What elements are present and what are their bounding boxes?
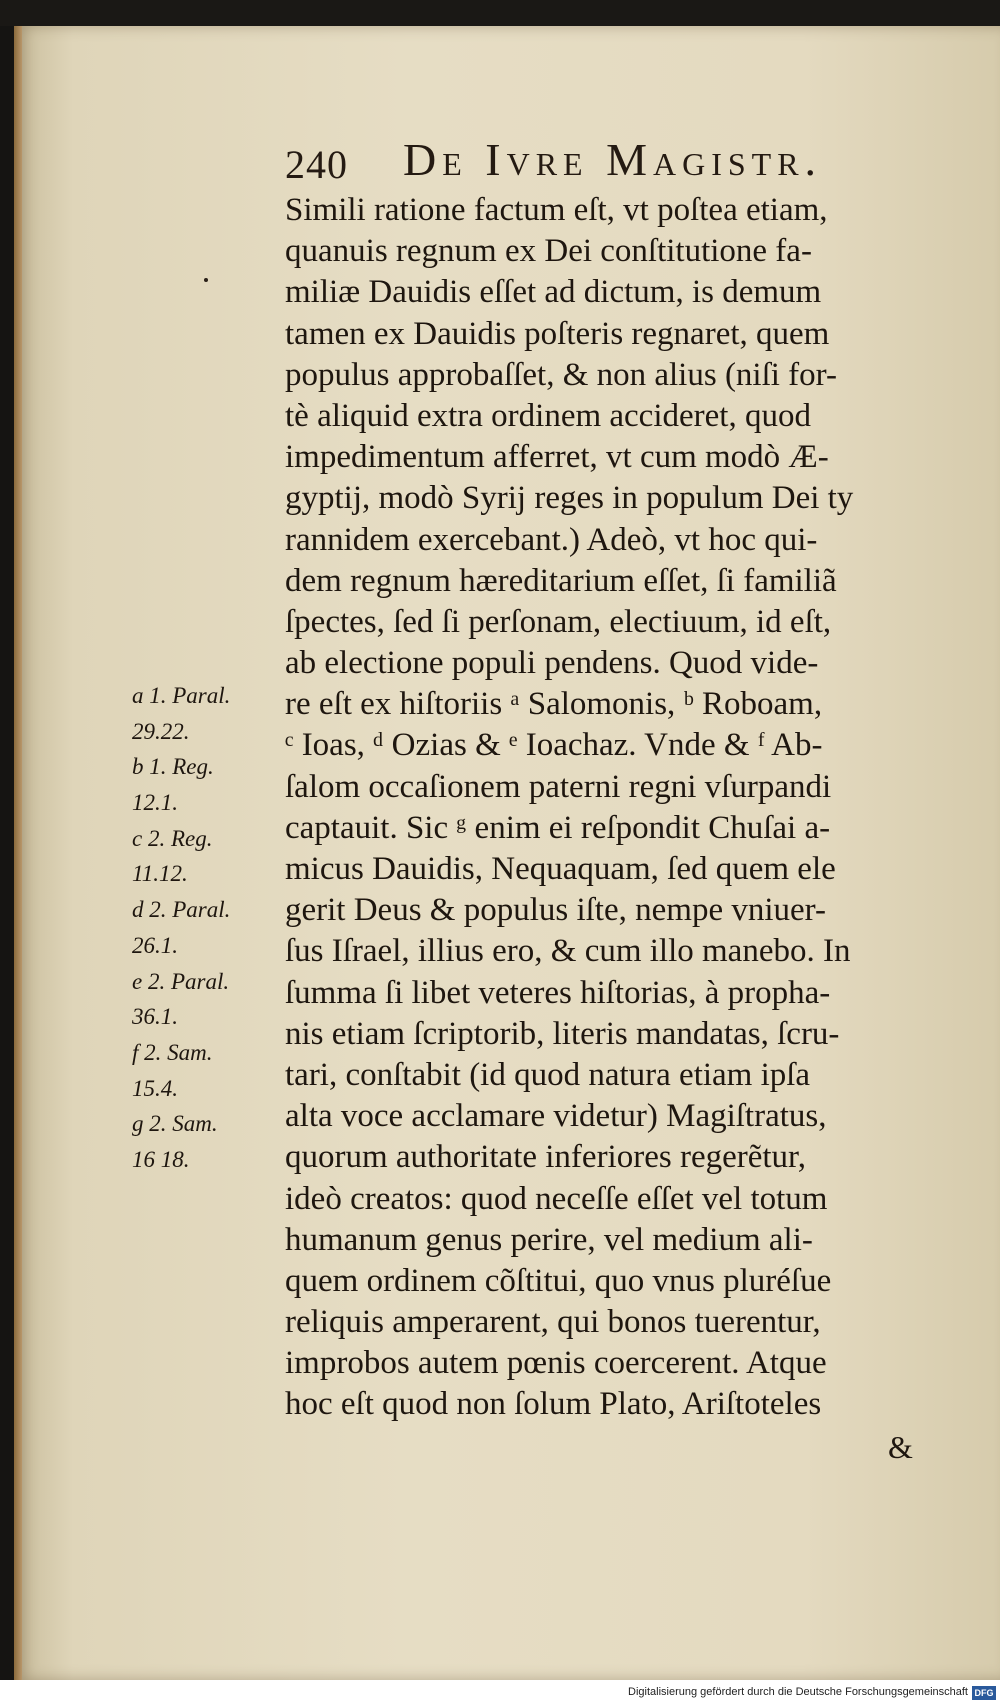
- text-line: ſus Iſrael, illius ero, & cum illo manebo. In: [285, 933, 851, 970]
- margin-note: e 2. Paral.: [132, 968, 230, 994]
- text-line: tè aliquid extra ordinem accideret, quod: [285, 397, 811, 434]
- text-line: tamen ex Dauidis poſteris regnaret, quem: [285, 315, 830, 352]
- text-line: quorum authoritate inferiores regerẽtur,: [285, 1139, 806, 1176]
- text-line: populus approbaſſet, & non alius (niſi for-: [285, 356, 837, 393]
- margin-note: a 1. Paral.: [132, 683, 231, 708]
- text-line: reliquis amperarent, qui bonos tuerentur,: [285, 1304, 821, 1341]
- text-line: hoc eſt quod non ſolum Plato, Ariſtoteles: [285, 1386, 822, 1423]
- scan-frame-top: [0, 0, 1000, 26]
- text-line: humanum genus perire, vel medium ali-: [285, 1221, 813, 1258]
- text-line: improbos autem pœnis coercerent. Atque: [285, 1345, 827, 1382]
- digitization-footer: [0, 1680, 1000, 1707]
- margin-note: 16 18.: [132, 1146, 190, 1172]
- text-line: ideò creatos: quod neceſſe eſſet vel totum: [285, 1180, 828, 1217]
- text-line: ſalom occaſionem paterni regni vſurpandi: [285, 768, 832, 805]
- margin-note: 15.4.: [132, 1075, 178, 1101]
- margin-note: d 2. Paral.: [132, 897, 231, 923]
- text-line: ᶜ Ioas, ᵈ Ozias & ᵉ Ioachaz. Vnde & ᶠ Ab-: [285, 727, 823, 764]
- running-title: De Ivre Magistr.: [403, 134, 823, 185]
- margin-note: b 1. Reg.: [132, 754, 214, 780]
- text-line: re eſt ex hiſtoriis ᵃ Salomonis, ᵇ Roboam,: [285, 686, 823, 723]
- dfg-logo: DFG: [972, 1686, 996, 1700]
- text-line: Simili ratione factum eſt, vt poſtea etiam,: [285, 192, 828, 228]
- margin-note: g 2. Sam.: [132, 1111, 218, 1137]
- page-number: 240: [285, 142, 348, 187]
- text-line: nis etiam ſcriptorib, literis mandatas, ſcru-: [285, 1015, 840, 1052]
- text-line: quanuis regnum ex Dei conſtitutione fa-: [285, 233, 812, 270]
- text-line: gerit Deus & populus iſte, nempe vniuer-: [285, 892, 826, 929]
- margin-note: 29.22.: [132, 718, 190, 744]
- margin-note: 36.1.: [132, 1004, 178, 1030]
- margin-note: 26.1.: [132, 932, 178, 958]
- text-line: quem ordinem cõſtitui, quo vnus pluréſue: [285, 1262, 832, 1299]
- funding-credit: Digitalisierung gefördert durch die Deutsche Forschungsgemeinschaft: [628, 1686, 968, 1698]
- text-line: miliæ Dauidis eſſet ad dictum, is demum: [285, 274, 822, 311]
- text-line: impedimentum afferret, vt cum modò Æ-: [285, 439, 829, 476]
- text-line: tari, conſtabit (id quod natura etiam ipſa: [285, 1056, 811, 1093]
- margin-note: c 2. Reg.: [132, 825, 213, 851]
- text-line: ſpectes, ſed ſi perſonam, electiuum, id eſt,: [285, 603, 832, 640]
- text-line: gyptij, modò Syrij reges in populum Dei ty: [285, 480, 854, 517]
- margin-note: f 2. Sam.: [132, 1039, 213, 1065]
- text-line: ab electione populi pendens. Quod vide-: [285, 645, 819, 682]
- text-line: rannidem exercebant.) Adeò, vt hoc qui-: [285, 521, 818, 558]
- catchword: &: [888, 1429, 913, 1465]
- body-text: [285, 190, 945, 1426]
- ink-speck: [204, 278, 208, 282]
- text-line: ſumma ſi libet veteres hiſtorias, à propha-: [285, 974, 831, 1011]
- text-line: micus Dauidis, Nequaquam, ſed quem ele: [285, 851, 836, 887]
- text-line: dem regnum hæreditarium eſſet, ſi familiã: [285, 562, 837, 599]
- margin-note: 11.12.: [132, 861, 188, 887]
- text-line: alta voce acclamare videtur) Magiſtratus,: [285, 1098, 827, 1135]
- text-line: captauit. Sic ᵍ enim ei reſpondit Chuſai a-: [285, 809, 831, 846]
- margin-note: 12.1.: [132, 790, 178, 816]
- marginal-references: [132, 678, 282, 1178]
- running-header: [285, 133, 925, 189]
- page-edge: [14, 26, 22, 1680]
